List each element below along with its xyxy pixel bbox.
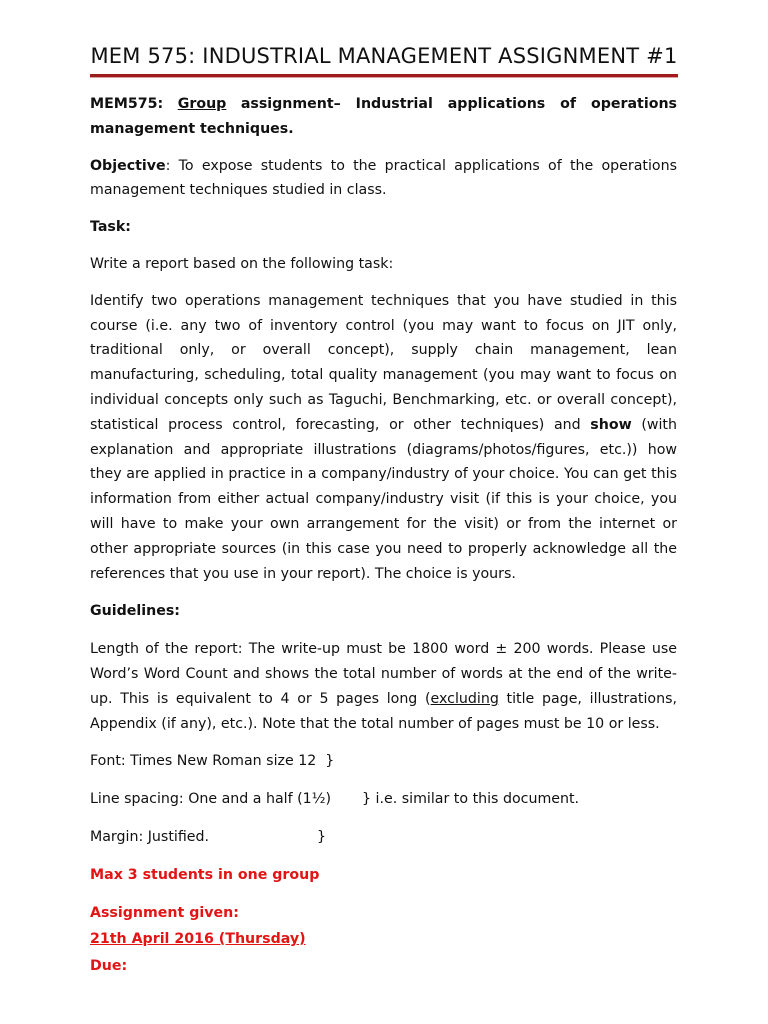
group-word: Group [177,96,227,112]
header-divider [90,74,678,77]
page-header-title: MEM 575: INDUSTRIAL MANAGEMENT ASSIGNMENT #1 [90,44,678,68]
excluding-word: excluding [430,690,499,707]
objective-text: : To expose students to the practical applications of the operations management techniques studied in class. [90,157,677,199]
length-text-a: Length of the report: The write-up must be 1800 word ± 200 words. Please use Word’s Word Count and shows the total number of words at the end of the write-up. This is equivalent to 4 or 5 pages long ( [90,641,677,707]
intro-paragraph [90,92,677,142]
font-brace: } [325,753,335,770]
length-paragraph [90,637,677,736]
task-paragraph [90,289,677,587]
assignment-given-label: Assignment given: [90,904,239,921]
spacing-line [90,787,677,812]
assignment-given-date: 21th April 2016 (Thursday) [90,931,306,948]
margin-text: Margin: Justified. [90,828,210,845]
document-body [90,92,677,979]
task-line: Write a report based on the following task: [90,255,394,272]
intro-title: assignment– Industrial applications of operations management techniques. [90,96,677,137]
font-text: Font: Times New Roman size 12 [90,753,317,770]
due-label: Due: [90,958,128,975]
course-code: MEM575: [90,96,164,112]
task-heading: Task: [90,219,131,236]
margin-line [90,825,677,850]
spacing-brace-note: } i.e. similar to this document. [362,791,580,808]
group-size-note: Max 3 students in one group [90,866,320,883]
task-text-b: (with explanation and appropriate illustrations (diagrams/photos/figures, etc.)) how they are applied in practice in a company/industry of your choice. You can get this information from either actual company/industry visit (if this is your choice, you will have to make your own arrangement for the visit) or from the internet or other appropriate sources (in this case you need to properly acknowledge all the references that you use in your report). The choice is yours. [90,416,677,582]
objective-paragraph [90,154,677,204]
spacing-text: Line spacing: One and a half (1½) [90,791,331,808]
task-text-a: Identify two operations management techniques that you have studied in this course (i.e. any two of inventory control (you may want to focus on JIT only, traditional only, or overall concept), supply chain management, lean manufacturing, scheduling, total quality management (you may want to focus on individual concepts only such as Taguchi, Benchmarking, etc. or overall concept), statistical process control, forecasting, or other techniques) and [90,292,677,433]
guidelines-heading: Guidelines: [90,603,180,620]
margin-brace: } [317,828,327,845]
length-text-b: title page, illustrations, Appendix (if any), etc.). Note that the total number of pages must be 10 or less. [90,690,677,732]
show-word: show [590,416,632,433]
objective-label: Objective [90,157,166,174]
font-line [90,749,677,774]
